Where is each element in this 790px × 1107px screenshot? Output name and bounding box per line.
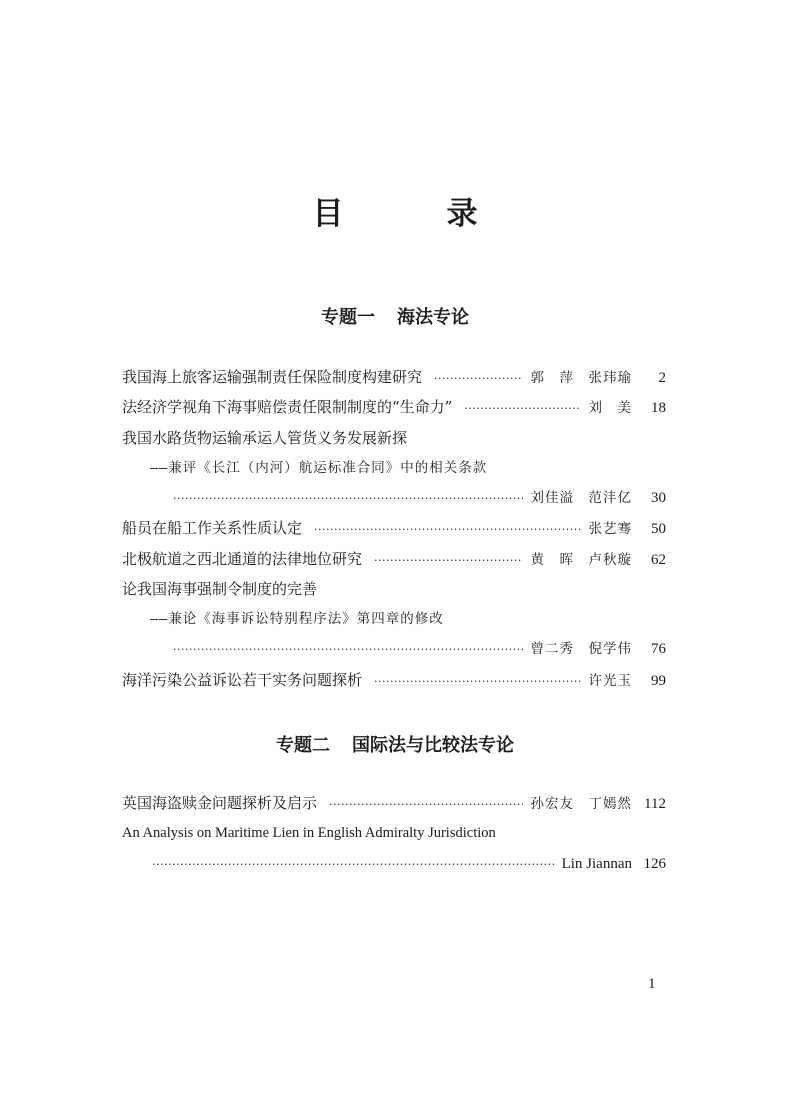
entry-title: 我国水路货物运输承运人管货义务发展新探	[122, 429, 408, 447]
toc-entry[interactable]	[122, 546, 666, 572]
toc-entry[interactable]	[122, 515, 666, 541]
entry-authors: 黄 晖 卢秋璇	[530, 552, 632, 568]
toc-entry-subtitle	[150, 606, 694, 632]
toc-entry[interactable]	[122, 364, 666, 390]
entry-authors: 张艺骞	[588, 521, 632, 537]
toc-entry[interactable]	[122, 425, 666, 451]
page-number: 1	[648, 976, 656, 992]
entry-title: 船员在船工作关系性质认定	[122, 519, 303, 537]
dot-leader	[173, 637, 523, 663]
entry-title: 论我国海事强制令制度的完善	[122, 580, 318, 598]
entry-authors: 刘佳溢 范沣亿	[530, 490, 632, 506]
toc-entry[interactable]	[122, 820, 666, 846]
toc-entry[interactable]	[122, 576, 666, 602]
section-heading-1	[0, 303, 790, 329]
entry-authors: 许光玉	[588, 673, 632, 689]
entry-authors: 郭 萍 张玮瑜	[530, 370, 632, 386]
dot-leader	[464, 396, 580, 422]
toc-entry[interactable]	[122, 790, 666, 816]
toc-entry-subtitle	[150, 455, 694, 481]
entry-title: 北极航道之西北通道的法律地位研究	[122, 550, 363, 568]
section-heading-2	[0, 731, 790, 757]
toc-entry[interactable]	[122, 394, 666, 420]
dot-leader	[374, 548, 522, 574]
page-title: 目 录	[312, 196, 514, 232]
entry-authors: 刘 美	[588, 400, 632, 416]
entry-page: 126	[643, 856, 666, 872]
dot-leader	[374, 669, 580, 695]
entry-page: 112	[644, 796, 666, 812]
section-name: 国际法与比较法专论	[352, 735, 514, 756]
entry-title: 我国海上旅客运输强制责任保险制度构建研究	[122, 368, 423, 386]
section-name: 海法专论	[397, 307, 469, 328]
entry-page: 50	[651, 521, 666, 537]
dot-leader	[314, 517, 580, 543]
entry-page: 30	[651, 490, 666, 506]
entry-page: 18	[651, 400, 666, 416]
dot-leader	[173, 486, 523, 512]
entry-subtitle: ——兼论《海事诉讼特别程序法》第四章的修改	[150, 611, 444, 627]
entry-page: 99	[651, 673, 666, 689]
dot-leader	[152, 852, 554, 878]
toc-entry[interactable]	[122, 667, 666, 693]
toc-entry-continuation[interactable]	[173, 636, 666, 662]
dot-leader	[434, 366, 522, 392]
entry-page: 2	[658, 370, 666, 386]
entry-page: 76	[651, 641, 666, 657]
entry-subtitle: ——兼评《长江（内河）航运标准合同》中的相关条款	[150, 460, 488, 476]
dot-leader	[329, 792, 522, 818]
entry-authors: 曾二秀 倪学伟	[530, 641, 632, 657]
entry-authors: Lin Jiannan	[561, 856, 632, 872]
entry-authors: 孙宏友 丁嫣然	[530, 796, 632, 812]
section-number: 专题二	[276, 735, 330, 756]
entry-title: 法经济学视角下海事赔偿责任限制制度的“生命力”	[122, 398, 453, 416]
toc-entry-continuation[interactable]	[173, 485, 666, 511]
entry-title: 英国海盗赎金问题探析及启示	[122, 794, 318, 812]
entry-title: An Analysis on Maritime Lien in English Admiralty Jurisdiction	[122, 825, 496, 841]
toc-entry-continuation[interactable]	[152, 851, 666, 877]
entry-title: 海洋污染公益诉讼若干实务问题探析	[122, 671, 363, 689]
entry-page: 62	[651, 552, 666, 568]
section-number: 专题一	[321, 307, 375, 328]
